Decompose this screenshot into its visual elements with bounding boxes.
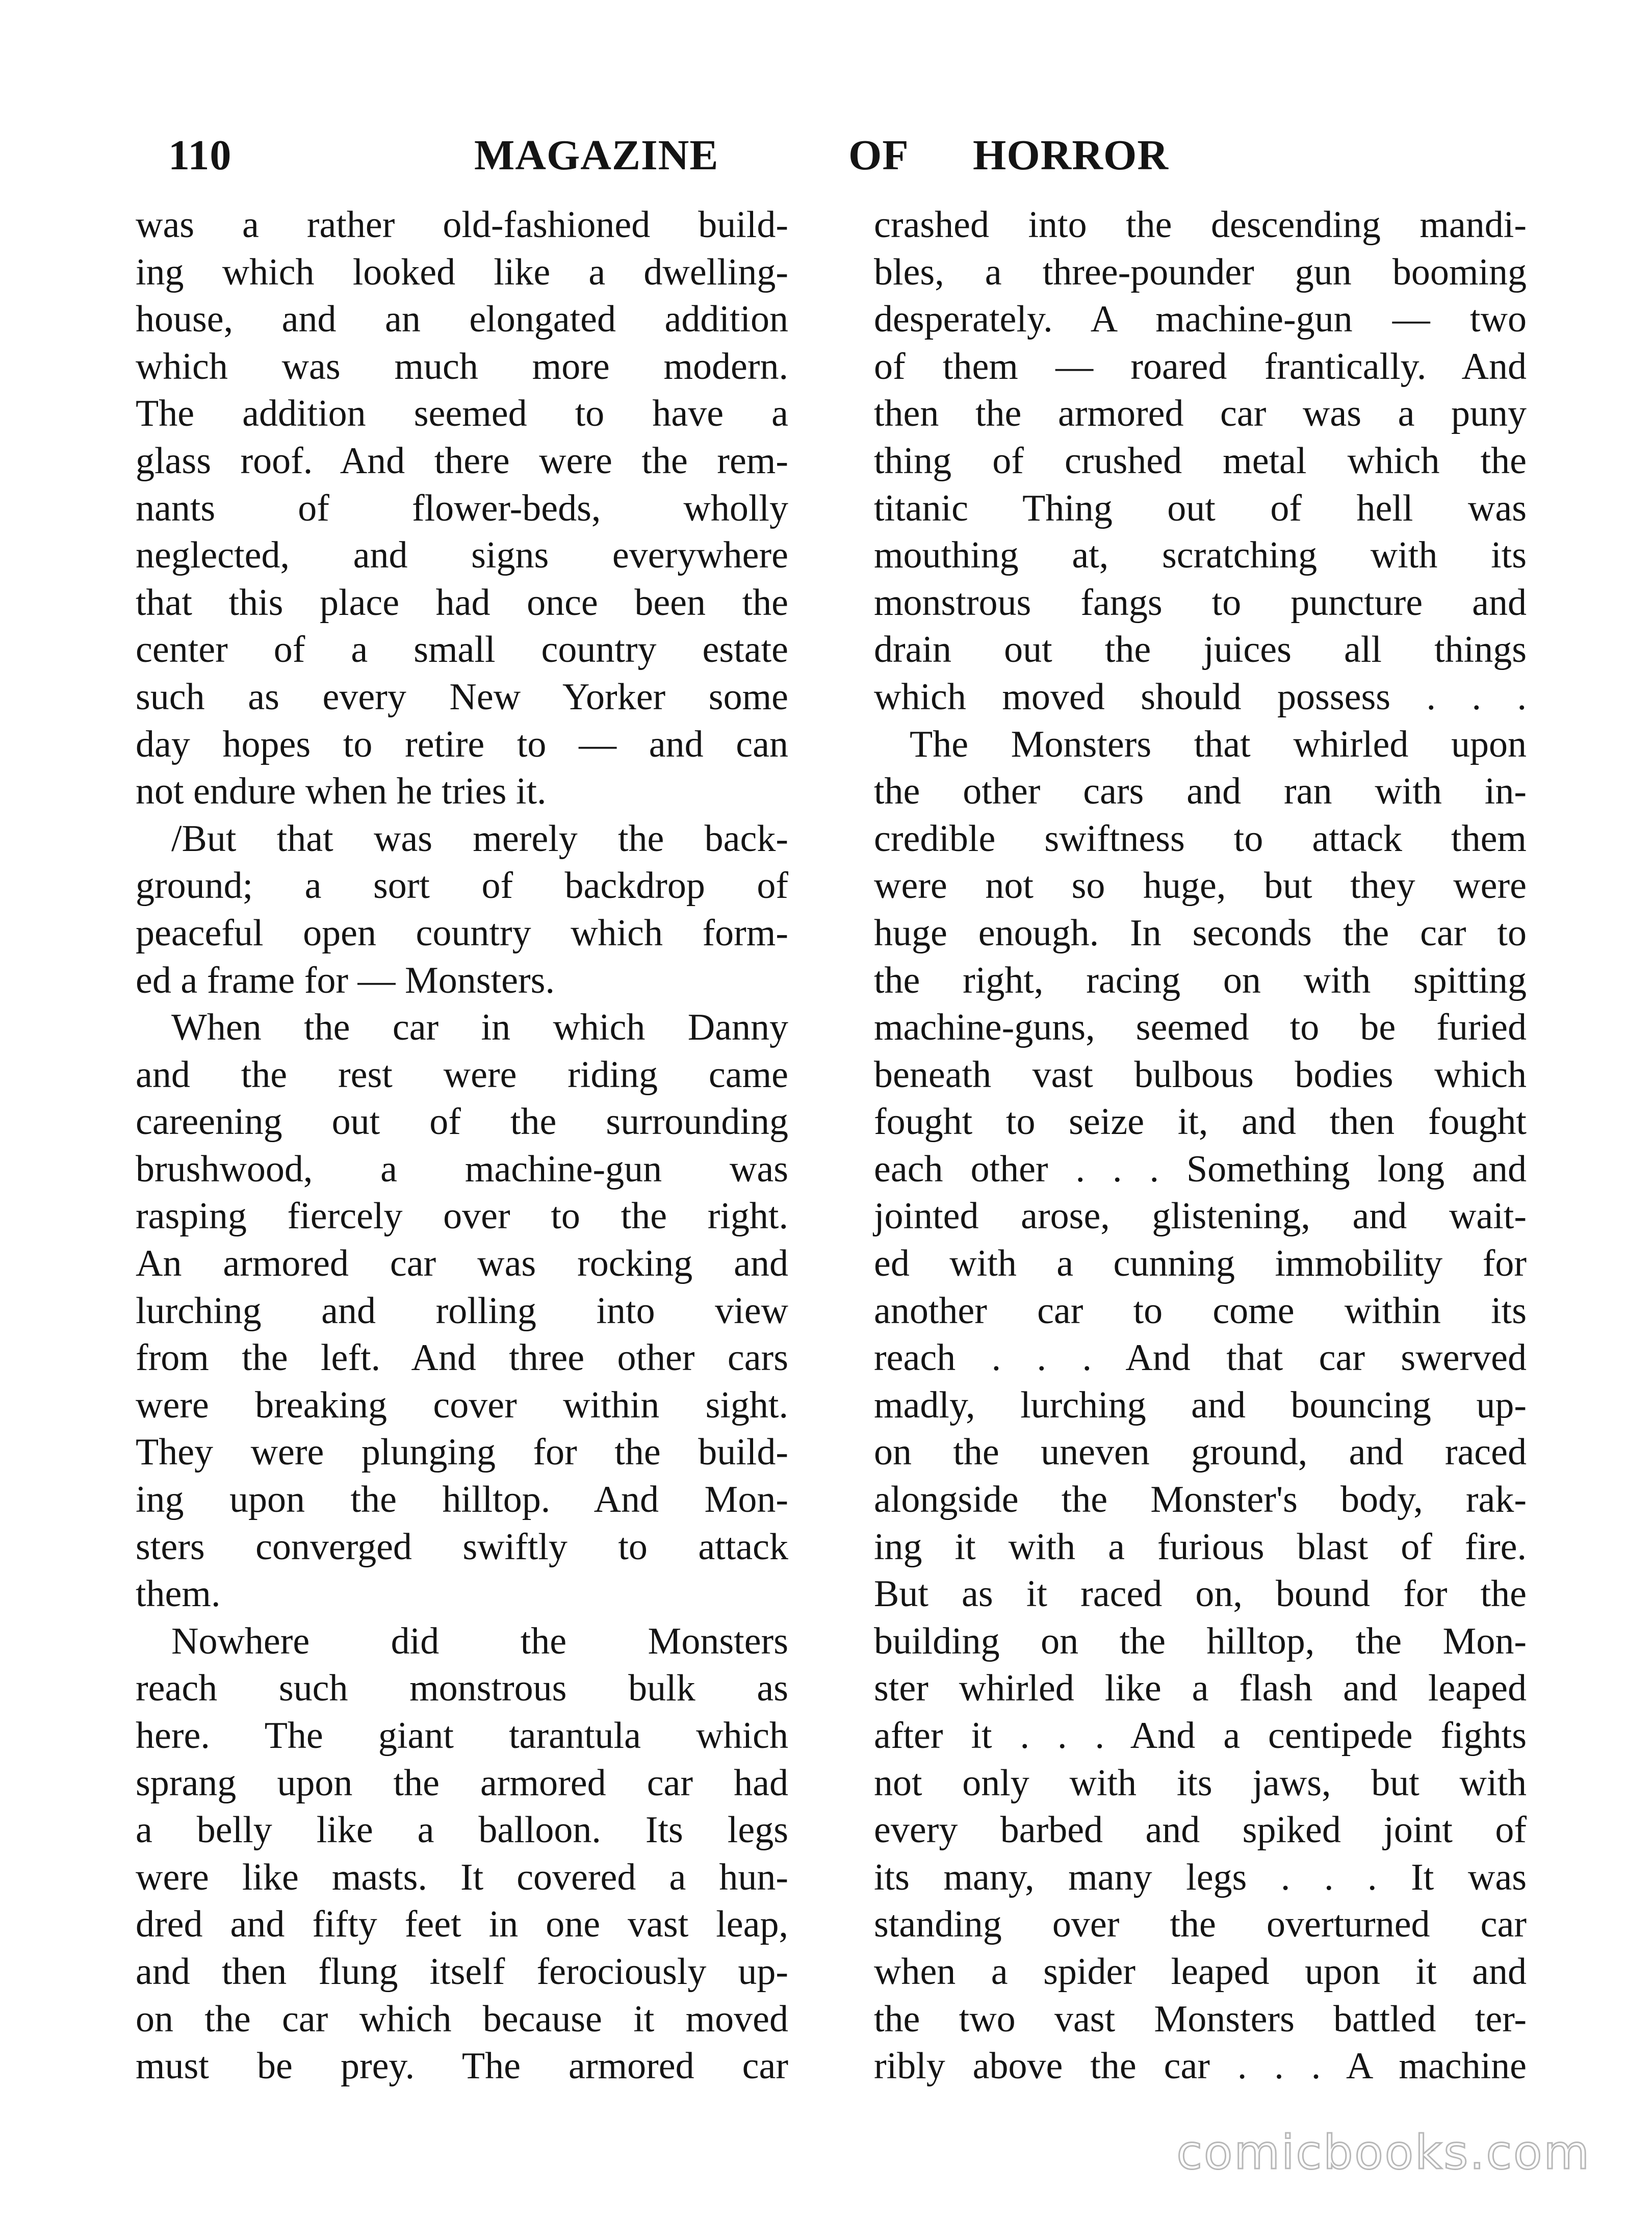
text-line: reach such monstrous bulk as — [136, 1667, 788, 1710]
running-header — [168, 127, 1188, 184]
text-line: huge enough. In seconds the car to — [874, 912, 1527, 954]
text-line: from the left. And three other cars — [136, 1337, 788, 1379]
text-line: titanic Thing out of hell was — [874, 487, 1527, 529]
text-line: When the car in which Danny — [171, 1007, 788, 1049]
text-line: the two vast Monsters battled ter- — [874, 1998, 1527, 2040]
text-line: and the rest were riding came — [136, 1053, 788, 1096]
text-line: neglected, and signs everywhere — [136, 534, 788, 577]
text-line: then the armored car was a puny — [874, 393, 1527, 435]
text-line: was a rather old-fashioned build- — [136, 204, 788, 246]
text-line: after it . . . And a centipede fights — [874, 1715, 1527, 1757]
text-line: jointed arose, glistening, and wait- — [874, 1195, 1527, 1237]
text-line: The addition seemed to have a — [136, 393, 788, 435]
text-line: sters converged swiftly to attack — [136, 1526, 788, 1568]
text-line: beneath vast bulbous bodies which — [874, 1053, 1527, 1096]
magazine-title-word: HORROR — [973, 132, 1169, 179]
text-line: careening out of the surrounding — [136, 1101, 788, 1143]
text-line: its many, many legs . . . It was — [874, 1856, 1527, 1898]
text-line: thing of crushed metal which the — [874, 440, 1527, 482]
text-line: were like masts. It covered a hun- — [136, 1856, 788, 1898]
left-text-column — [136, 201, 788, 2090]
text-line: ing it with a furious blast of fire. — [874, 1526, 1527, 1568]
text-line: brushwood, a machine-gun was — [136, 1148, 788, 1190]
magazine-title-word: OF — [848, 132, 909, 179]
text-line: An armored car was rocking and — [136, 1243, 788, 1285]
text-line: which moved should possess . . . — [874, 676, 1527, 718]
text-line: The Monsters that whirled upon — [910, 723, 1527, 765]
watermark: comicbooks.com — [1176, 2125, 1591, 2180]
text-line: lurching and rolling into view — [136, 1289, 788, 1332]
text-line: credible swiftness to attack them — [874, 817, 1527, 860]
text-line: nants of flower-beds, wholly — [136, 487, 788, 529]
text-line: not endure when he tries it. — [136, 770, 547, 813]
text-line: were not so huge, but they were — [874, 865, 1527, 907]
text-line: desperately. A machine-gun — two — [874, 298, 1527, 341]
text-line: ribly above the car . . . A machine — [874, 2045, 1527, 2087]
text-line: ing which looked like a dwelling- — [136, 251, 788, 293]
text-line: ground; a sort of backdrop of — [136, 865, 788, 907]
text-line: dred and fifty feet in one vast leap, — [136, 1903, 788, 1946]
text-line: which was much more modern. — [136, 345, 788, 388]
text-line: a belly like a balloon. Its legs — [136, 1809, 788, 1851]
text-line: another car to come within its — [874, 1289, 1527, 1332]
text-line: fought to seize it, and then fought — [874, 1101, 1527, 1143]
text-line: drain out the juices all things — [874, 629, 1527, 671]
text-line: madly, lurching and bouncing up- — [874, 1384, 1527, 1426]
right-text-column — [874, 201, 1527, 2090]
text-line: when a spider leaped upon it and — [874, 1950, 1527, 1993]
text-line: standing over the overturned car — [874, 1903, 1527, 1946]
text-line: ed a frame for — Monsters. — [136, 959, 555, 1001]
text-line: But as it raced on, bound for the — [874, 1573, 1527, 1615]
text-line: house, and an elongated addition — [136, 298, 788, 341]
text-line: not only with its jaws, but with — [874, 1762, 1527, 1804]
text-line: glass roof. And there were the rem- — [136, 440, 788, 482]
text-line: here. The giant tarantula which — [136, 1715, 788, 1757]
text-line: them. — [136, 1573, 221, 1615]
text-line: rasping fiercely over to the right. — [136, 1195, 788, 1237]
text-line: center of a small country estate — [136, 629, 788, 671]
text-line: that this place had once been the — [136, 581, 788, 624]
text-line: peaceful open country which form- — [136, 912, 788, 954]
text-line: such as every New Yorker some — [136, 676, 788, 718]
text-line: each other . . . Something long and — [874, 1148, 1527, 1190]
text-line: every barbed and spiked joint of — [874, 1809, 1527, 1851]
magazine-title-word: MAGAZINE — [474, 132, 719, 179]
text-line: and then flung itself ferociously up- — [136, 1950, 788, 1993]
text-line: on the uneven ground, and raced — [874, 1431, 1527, 1474]
text-line: of them — roared frantically. And — [874, 345, 1527, 388]
text-line: mouthing at, scratching with its — [874, 534, 1527, 577]
text-line: They were plunging for the build- — [136, 1431, 788, 1474]
text-line: /But that was merely the back- — [171, 817, 788, 860]
text-line: the right, racing on with spitting — [874, 959, 1527, 1001]
text-line: on the car which because it moved — [136, 1998, 788, 2040]
text-line: were breaking cover within sight. — [136, 1384, 788, 1426]
text-line: ing upon the hilltop. And Mon- — [136, 1479, 788, 1521]
text-line: reach . . . And that car swerved — [874, 1337, 1527, 1379]
text-line: must be prey. The armored car — [136, 2045, 788, 2087]
text-line: ed with a cunning immobility for — [874, 1243, 1527, 1285]
page-number: 110 — [168, 132, 232, 179]
text-line: machine-guns, seemed to be furied — [874, 1007, 1527, 1049]
text-line: sprang upon the armored car had — [136, 1762, 788, 1804]
text-line: monstrous fangs to puncture and — [874, 581, 1527, 624]
text-line: crashed into the descending mandi- — [874, 204, 1527, 246]
text-line: day hopes to retire to — and can — [136, 723, 788, 765]
text-line: building on the hilltop, the Mon- — [874, 1620, 1527, 1662]
text-line: ster whirled like a flash and leaped — [874, 1667, 1527, 1710]
text-line: Nowhere did the Monsters — [171, 1620, 788, 1662]
text-line: bles, a three-pounder gun booming — [874, 251, 1527, 293]
text-line: alongside the Monster's body, rak- — [874, 1479, 1527, 1521]
text-line: the other cars and ran with in- — [874, 770, 1527, 813]
